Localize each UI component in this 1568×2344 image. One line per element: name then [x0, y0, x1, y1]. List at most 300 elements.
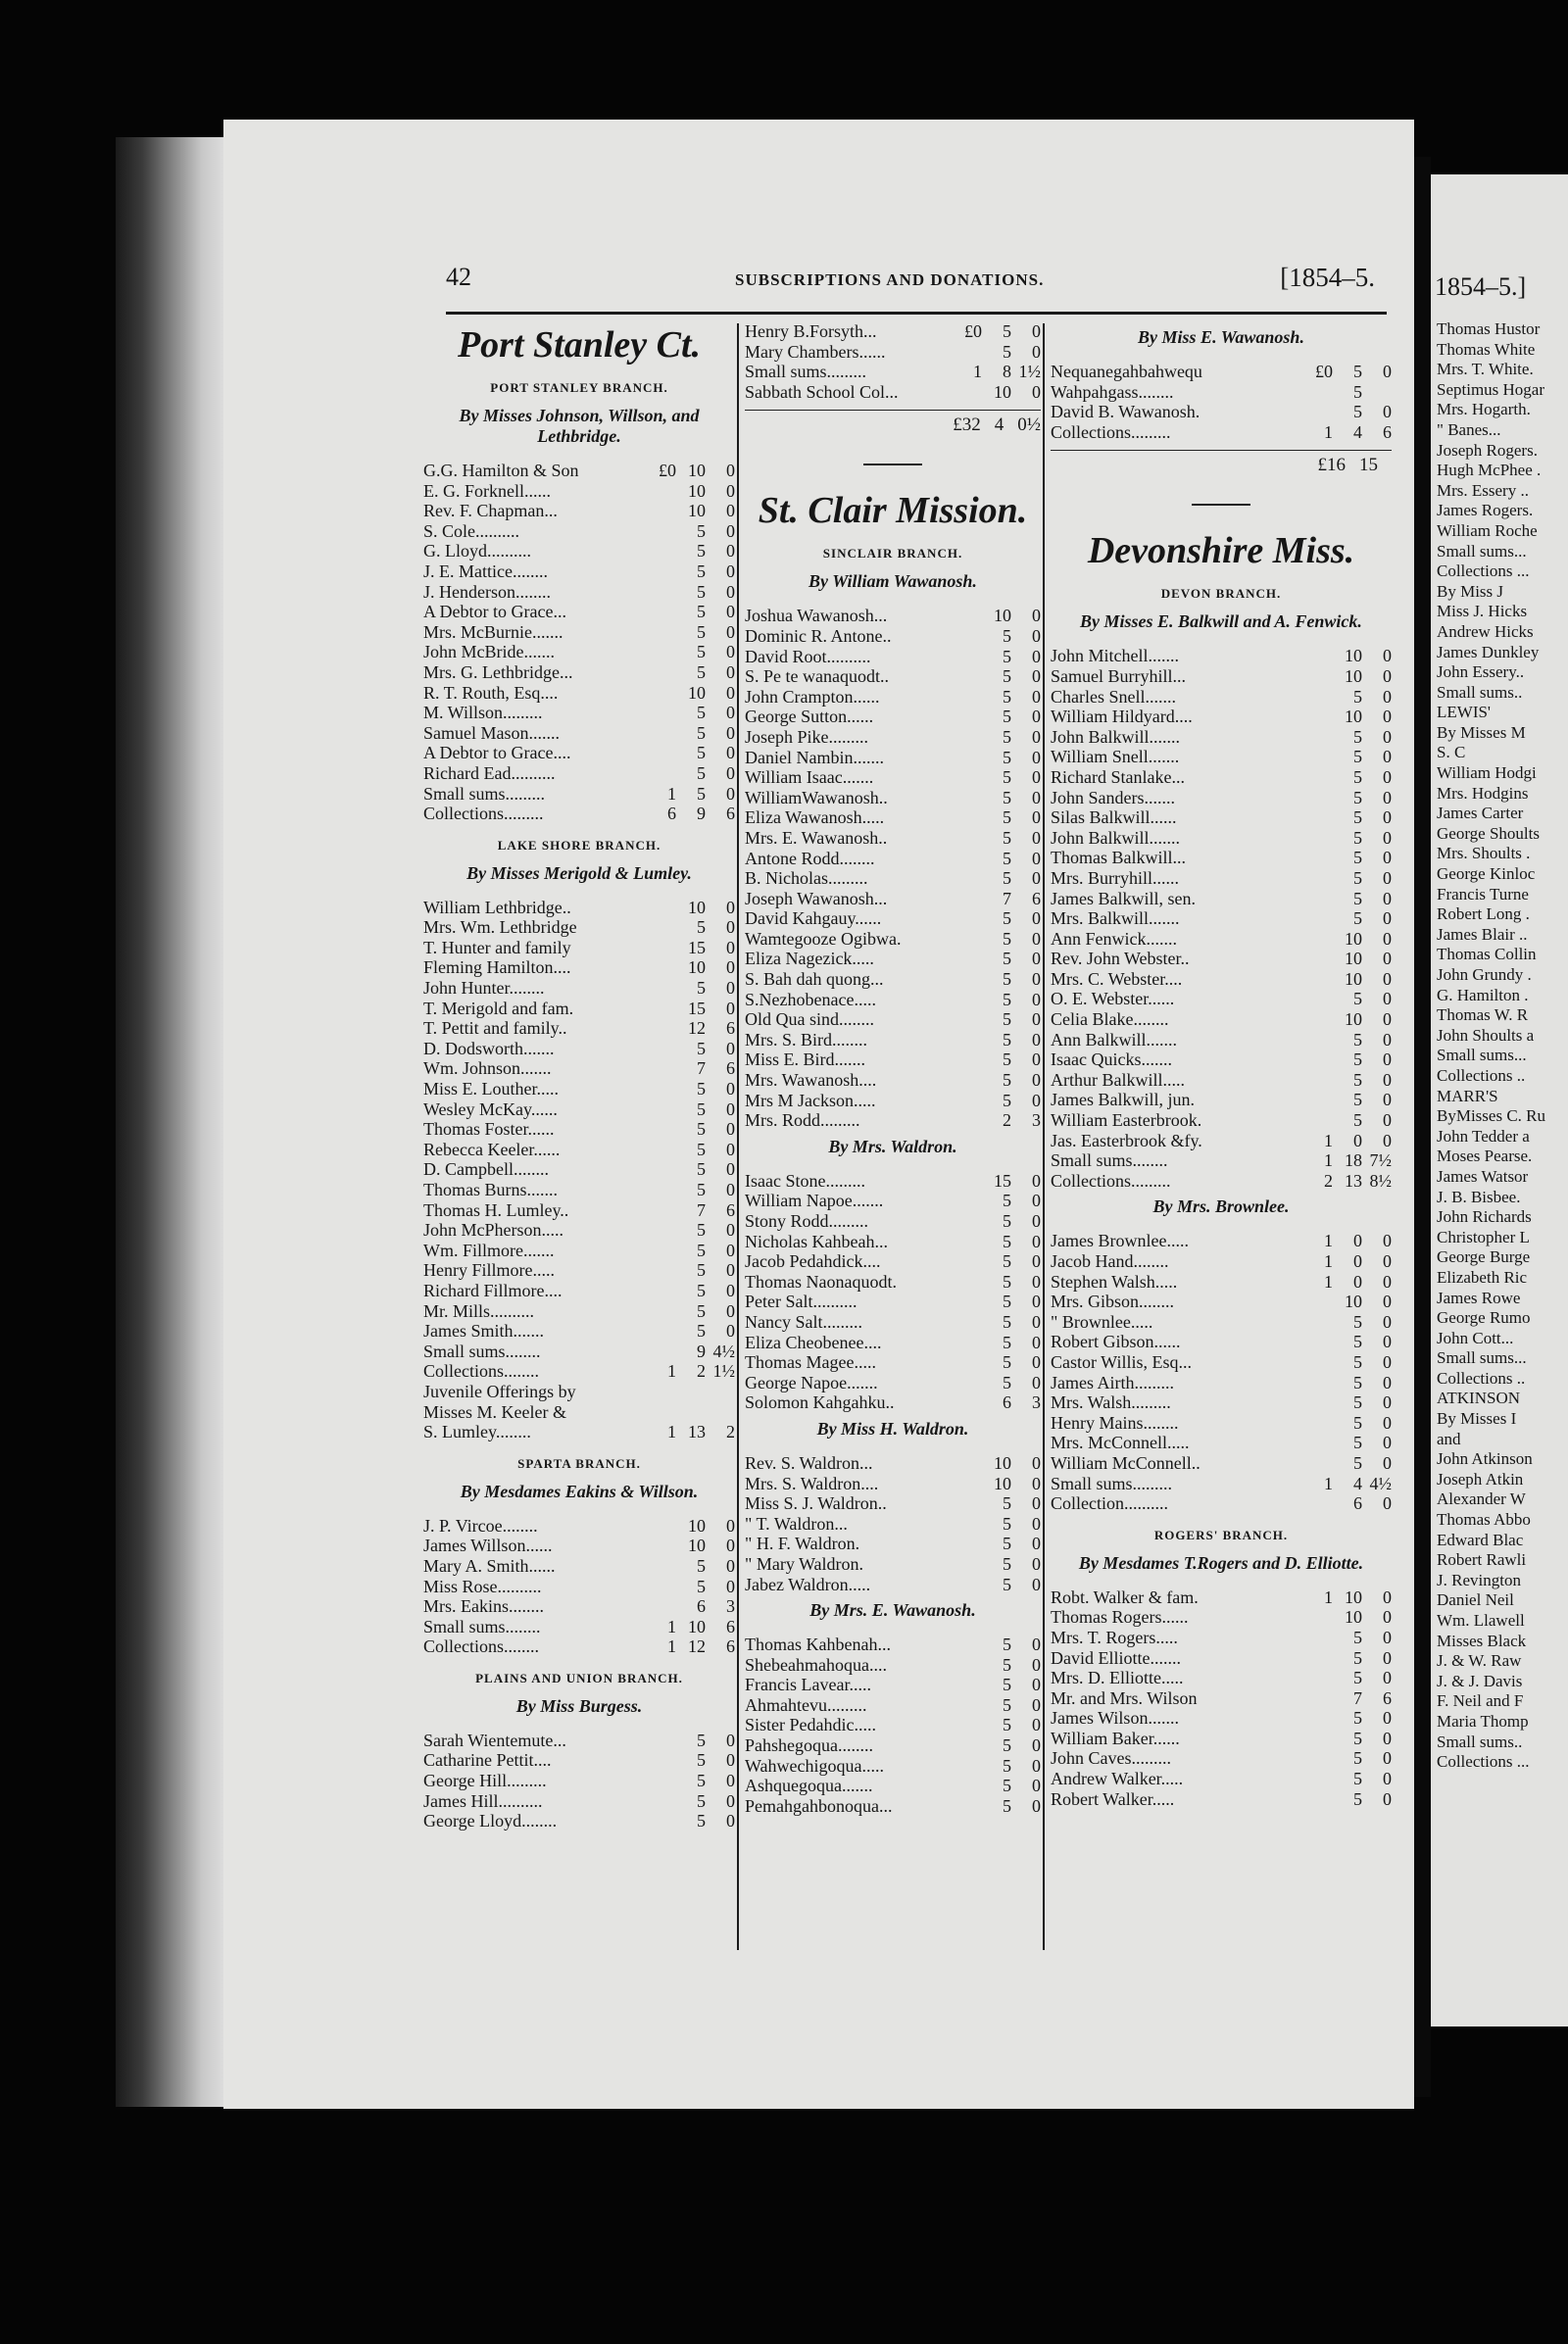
entry-pounds	[955, 1251, 982, 1272]
entry-pence: 0	[1383, 1009, 1392, 1030]
entry-pounds	[649, 1119, 676, 1140]
entry-pence: 0	[1032, 949, 1041, 969]
entry-row	[745, 727, 1041, 748]
next-page-line: Moses Pearse.	[1437, 1147, 1533, 1166]
next-page-line: Miss J. Hicks	[1437, 602, 1528, 621]
entry-shillings: 10	[994, 381, 1011, 402]
entry-name: " T. Waldron...	[745, 1513, 848, 1534]
total-shillings: 15	[1359, 455, 1378, 476]
entry-row	[745, 321, 1041, 342]
entry-row	[1051, 807, 1392, 828]
entry-row	[1051, 1312, 1392, 1333]
entry-pounds	[649, 1241, 676, 1261]
entry-pence: 0	[1383, 989, 1392, 1009]
entry-name: J. E. Mattice........	[423, 561, 548, 581]
entry-shillings: 10	[1345, 1009, 1362, 1030]
entry-pounds	[649, 541, 676, 562]
entry-shillings: 5	[697, 1159, 706, 1180]
entry-list	[745, 1453, 1041, 1594]
entry-pounds	[649, 703, 676, 723]
entry-pounds	[955, 666, 982, 687]
entry-pence: 6	[1032, 888, 1041, 908]
next-page-line: Joseph Rogers.	[1437, 440, 1538, 460]
next-page-line: William Roche	[1437, 520, 1538, 540]
entry-name: Jabez Waldron.....	[745, 1574, 871, 1594]
entry-name: Richard Ead..........	[423, 762, 556, 783]
entry-shillings: 5	[1353, 1627, 1362, 1647]
next-page-line: George Kinloc	[1437, 864, 1536, 884]
entry-name: Mrs M Jackson.....	[745, 1090, 876, 1110]
entry-name: David Root..........	[745, 646, 871, 666]
entry-row	[1051, 1272, 1392, 1293]
entry-shillings: 5	[1353, 888, 1362, 908]
entry-pounds: £0	[964, 321, 982, 341]
next-page-line: J. & W. Raw	[1437, 1651, 1522, 1671]
entry-pence: 0	[1032, 1675, 1041, 1695]
entry-pounds	[955, 1171, 982, 1192]
entry-name: Nancy Salt.........	[745, 1311, 862, 1332]
entry-row	[745, 362, 1041, 382]
entry-name: Wahwechigoqua.....	[745, 1755, 885, 1776]
entry-row	[1051, 1729, 1392, 1749]
entry-row	[1051, 889, 1392, 909]
entry-pounds	[1305, 747, 1333, 767]
entry-shillings: 5	[1003, 1372, 1011, 1392]
entry-pence: 0	[1032, 625, 1041, 646]
next-page-line: Misses Black	[1437, 1631, 1527, 1650]
entry-pence: 0	[1383, 665, 1392, 686]
entry-shillings: 9	[697, 1341, 706, 1361]
entry-shillings: 10	[1345, 1292, 1362, 1312]
entry-name: Rev. John Webster..	[1051, 949, 1190, 969]
entry-row	[423, 1200, 735, 1221]
entry-name: Small sums.........	[745, 362, 867, 382]
entry-pence: 0	[1383, 1412, 1392, 1433]
entry-row	[1051, 1009, 1392, 1030]
next-page-line: Mrs. Hodgins	[1437, 783, 1529, 803]
entry-pence	[1362, 382, 1392, 403]
entry-shillings: 5	[697, 621, 706, 642]
entry-row	[1051, 1373, 1392, 1393]
entry-row	[1051, 949, 1392, 969]
entry-name: Collections........	[423, 1636, 539, 1657]
next-page-line: George Burge	[1437, 1247, 1531, 1267]
next-page-line: G. Hamilton .	[1437, 985, 1529, 1004]
next-page-line: Alexander W	[1437, 1489, 1526, 1509]
entry-shillings: 5	[1003, 1795, 1011, 1816]
entry-list	[423, 1731, 735, 1831]
entry-pounds	[955, 1050, 982, 1070]
entry-name: Ahmahtevu.........	[745, 1694, 867, 1715]
entry-name: S. Bah dah quong...	[745, 969, 884, 990]
entry-pence: 6	[726, 1636, 735, 1657]
page-year: [1854–5.	[1280, 263, 1375, 292]
entry-name: William Snell.......	[1051, 747, 1180, 767]
entry-shillings: 5	[1003, 1654, 1011, 1675]
collector-line: By Mesdames T.Rogers and D. Elliotte.	[1078, 1552, 1364, 1573]
entry-row	[1051, 687, 1392, 708]
entry-row	[423, 703, 735, 723]
entry-shillings: 5	[1003, 1553, 1011, 1574]
entry-pounds	[955, 1453, 982, 1474]
entry-pounds	[649, 1771, 676, 1791]
entry-pounds	[955, 342, 982, 363]
entry-shillings: 5	[697, 541, 706, 562]
entry-pounds: 1	[1324, 1130, 1333, 1150]
entry-pounds	[649, 582, 676, 603]
entry-shillings: 5	[1353, 1769, 1362, 1789]
next-page-line: John Essery..	[1437, 662, 1525, 682]
entry-pence: 0	[1383, 1647, 1392, 1668]
next-page-line: Thomas Abbo	[1437, 1510, 1531, 1530]
entry-row	[745, 1575, 1041, 1595]
entry-pence: 0	[1032, 787, 1041, 807]
entry-name: Fleming Hamilton....	[423, 957, 571, 978]
entry-shillings: 5	[1003, 767, 1011, 788]
entry-pounds	[649, 957, 676, 978]
entry-name: Wm. Fillmore.......	[423, 1240, 555, 1260]
entry-row	[423, 1241, 735, 1261]
entry-row	[423, 978, 735, 999]
entry-shillings: 15	[994, 1170, 1011, 1191]
entry-shillings: 5	[1353, 787, 1362, 807]
entry-pence: 0	[1383, 888, 1392, 908]
entry-pounds	[955, 1715, 982, 1735]
entry-shillings: 5	[1003, 1029, 1011, 1050]
entry-list	[423, 461, 735, 824]
entry-pounds: 1	[667, 1422, 676, 1442]
entry-pounds	[649, 1342, 676, 1362]
entry-pounds	[649, 1140, 676, 1160]
entry-name: William Easterbrook.	[1051, 1110, 1202, 1131]
collector-line: By Miss E. Wawanosh.	[1138, 327, 1304, 347]
entry-pounds	[955, 748, 982, 768]
entry-row	[745, 828, 1041, 849]
entry-pence: 0	[1383, 686, 1392, 707]
entry-shillings: 5	[1353, 1090, 1362, 1110]
entry-row	[745, 1191, 1041, 1211]
entry-pence: 0	[1383, 1311, 1392, 1332]
next-page-line: LEWIS'	[1437, 703, 1491, 722]
entry-pounds	[649, 1382, 676, 1402]
entry-shillings: 6	[697, 1596, 706, 1617]
entry-pence: 0	[1032, 1372, 1041, 1392]
entry-name: Shebeahmahoqua....	[745, 1654, 887, 1675]
entry-shillings: 5	[1353, 1311, 1362, 1332]
entry-pence: 0	[1032, 827, 1041, 848]
entry-row	[423, 461, 735, 481]
entry-shillings: 10	[688, 957, 706, 978]
entry-pence: 0	[1383, 402, 1392, 422]
entry-shillings: 13	[1345, 1170, 1362, 1191]
entry-pounds	[649, 481, 676, 502]
entry-shillings: 5	[1003, 1191, 1011, 1211]
next-page-line: ByMisses C. Ru	[1437, 1106, 1545, 1126]
entry-pence: 0	[726, 661, 735, 682]
entry-shillings: 5	[1003, 321, 1011, 341]
entry-row	[745, 868, 1041, 889]
col3-total	[1051, 450, 1392, 476]
entry-name: John McBride.......	[423, 642, 555, 662]
next-page-line: Septimus Hogar	[1437, 379, 1545, 399]
entry-pence: 0	[1032, 1231, 1041, 1251]
entry-name: Mrs. S. Bird........	[745, 1029, 868, 1050]
entry-pence: 0	[726, 1180, 735, 1199]
entry-shillings: 5	[1353, 1351, 1362, 1372]
entry-pounds	[649, 1596, 676, 1617]
col2-sections	[745, 546, 1041, 1816]
entry-shillings: 5	[1353, 686, 1362, 707]
header-rule	[446, 312, 1387, 315]
entry-pounds	[1305, 1729, 1333, 1749]
entry-row	[745, 687, 1041, 708]
entry-pounds	[955, 1091, 982, 1111]
entry-name: Thomas Foster......	[423, 1119, 555, 1140]
entry-pounds	[955, 1776, 982, 1796]
col3-top-entries	[1051, 362, 1392, 442]
entry-name: Mrs. Walsh.........	[1051, 1392, 1171, 1413]
next-page-line: J. B. Bisbee.	[1437, 1187, 1521, 1206]
entry-name: Juvenile Offerings by	[423, 1381, 576, 1401]
entry-pounds	[955, 1756, 982, 1777]
entry-pence: 0	[726, 1099, 735, 1119]
entry-pounds	[955, 849, 982, 869]
entry-shillings: 5	[697, 762, 706, 783]
entry-pounds	[649, 1556, 676, 1577]
entry-name: Collection..........	[1051, 1493, 1168, 1514]
entry-name: Daniel Nambin.......	[745, 747, 884, 767]
entry-pounds	[649, 602, 676, 622]
entry-pounds	[649, 1260, 676, 1281]
branch-heading: PLAINS AND UNION BRANCH.	[475, 1670, 683, 1685]
entry-row	[745, 1474, 1041, 1494]
entry-row	[1051, 402, 1392, 422]
entry-pounds	[1305, 1070, 1333, 1091]
entry-shillings: 5	[1003, 1251, 1011, 1272]
entry-name: James Balkwill, sen.	[1051, 888, 1196, 908]
next-page-line: John Cott...	[1437, 1328, 1514, 1347]
entry-name: Jas. Easterbrook &fy.	[1051, 1130, 1202, 1150]
entry-name: Wm. Johnson.......	[423, 1058, 552, 1079]
entry-row	[423, 582, 735, 603]
entry-row	[745, 1493, 1041, 1514]
entry-pounds	[955, 1695, 982, 1716]
entry-name: " Brownlee.....	[1051, 1311, 1153, 1332]
entry-shillings: 9	[697, 804, 706, 824]
entry-name: Henry Fillmore.....	[423, 1260, 555, 1281]
entry-pounds	[1305, 1628, 1333, 1648]
entry-row	[423, 1811, 735, 1831]
next-page-line: Collections ..	[1437, 1368, 1526, 1388]
entry-pounds	[649, 1039, 676, 1059]
entry-pence: 0	[1383, 1231, 1392, 1251]
col1-sections	[423, 380, 735, 1831]
entry-pounds	[955, 1534, 982, 1554]
entry-pence: 0	[1032, 1271, 1041, 1292]
circuit-title: Port Stanley Ct.	[457, 324, 702, 366]
entry-pounds	[1305, 1352, 1333, 1373]
entry-pence: 6	[726, 1616, 735, 1636]
entry-name: A Debtor to Grace...	[423, 602, 566, 622]
entry-pounds	[1305, 1688, 1333, 1709]
entry-pounds	[1305, 1292, 1333, 1312]
entry-name: Thomas Burns.......	[423, 1180, 558, 1199]
entry-pounds: 1	[1324, 421, 1333, 442]
entry-pence: 6	[726, 804, 735, 824]
entry-name: Samuel Mason.......	[423, 722, 560, 743]
entry-name: Henry B.Forsyth...	[745, 321, 877, 341]
total-shillings: 4	[994, 415, 1004, 436]
entry-row	[745, 788, 1041, 808]
next-page-line: William Hodgi	[1437, 763, 1537, 783]
entry-shillings: 5	[1003, 726, 1011, 747]
entry-row	[745, 1251, 1041, 1272]
entry-name: Richard Stanlake...	[1051, 766, 1185, 787]
entry-name: John Balkwill.......	[1051, 827, 1181, 848]
entry-pence: 0	[1383, 968, 1392, 989]
entry-pence: 6	[1383, 421, 1392, 442]
entry-shillings: 5	[1003, 868, 1011, 889]
entry-shillings: 5	[1353, 1452, 1362, 1473]
entry-shillings: 5	[1353, 1433, 1362, 1453]
entry-shillings: 5	[1003, 908, 1011, 929]
branch-heading: ROGERS' BRANCH.	[1153, 1527, 1289, 1542]
entry-row	[1051, 1050, 1392, 1070]
entry-shillings: 5	[1003, 1292, 1011, 1312]
entry-row	[423, 562, 735, 582]
entry-row	[423, 662, 735, 683]
entry-row	[1051, 1413, 1392, 1434]
entry-row	[423, 1750, 735, 1771]
entry-row	[423, 1516, 735, 1537]
entry-shillings: 12	[688, 1636, 706, 1657]
entry-shillings: 5	[697, 1260, 706, 1281]
entry-shillings: 5	[1003, 1311, 1011, 1332]
entry-name: James Smith.......	[423, 1321, 545, 1342]
entry-shillings: 0	[1353, 1271, 1362, 1292]
entry-name: Dominic R. Antone..	[745, 625, 892, 646]
entry-row	[745, 889, 1041, 909]
next-page-line: By Miss J	[1437, 581, 1504, 601]
entry-name: Stony Rodd.........	[745, 1211, 869, 1231]
entry-name: S. Pe te wanaquodt..	[745, 666, 889, 687]
entry-row	[745, 1554, 1041, 1575]
entry-pence: 0	[1383, 362, 1392, 381]
entry-pounds	[1305, 1392, 1333, 1413]
entry-pounds	[649, 743, 676, 763]
entry-pounds	[1305, 889, 1333, 909]
next-page-line: Edward Blac	[1437, 1530, 1524, 1549]
entry-pounds	[955, 868, 982, 889]
entry-pounds	[955, 1232, 982, 1252]
circuit-title: St. Clair Mission.	[758, 490, 1028, 532]
entry-pounds	[1305, 727, 1333, 748]
entry-shillings: 5	[1353, 1029, 1362, 1050]
entry-name: Collections.........	[1051, 1170, 1171, 1191]
collector-line: By Miss Burgess.	[515, 1695, 643, 1716]
entry-shillings: 5	[697, 581, 706, 602]
entry-pence: 0	[726, 1079, 735, 1099]
entry-shillings: 5	[1353, 1748, 1362, 1769]
next-page-line: J. & J. Davis	[1437, 1671, 1523, 1690]
entry-row	[745, 1675, 1041, 1695]
entry-name: Robert Walker.....	[1051, 1788, 1175, 1809]
entry-shillings: 8	[1003, 362, 1011, 382]
next-page-line: Thomas Collin	[1437, 945, 1537, 964]
entry-row	[1051, 1150, 1392, 1171]
book-binding	[116, 137, 223, 2107]
entry-pounds	[1305, 1009, 1333, 1030]
entry-pence: 0	[1032, 686, 1041, 707]
entry-pounds	[649, 1200, 676, 1221]
entry-pence: 0	[726, 783, 735, 804]
entry-pounds	[955, 1333, 982, 1353]
entry-name: William Lethbridge..	[423, 897, 571, 917]
entry-row	[423, 642, 735, 662]
next-page-line: Small sums..	[1437, 1732, 1523, 1751]
entry-shillings: 5	[697, 1079, 706, 1099]
entry-pounds	[1305, 949, 1333, 969]
entry-row	[423, 1119, 735, 1140]
entry-pence: 0	[1032, 1211, 1041, 1231]
entry-name: " Mary Waldron.	[745, 1553, 864, 1574]
next-page-line: Christopher L	[1437, 1227, 1530, 1246]
entry-shillings: 15	[688, 937, 706, 957]
column-st-clair	[745, 321, 1041, 1816]
entry-pence: 0	[1383, 1452, 1392, 1473]
entry-name: Thomas Magee.....	[745, 1352, 876, 1373]
entry-pounds	[649, 1731, 676, 1751]
column-divider	[737, 323, 739, 1950]
next-page-line: Collections ..	[1437, 1065, 1526, 1085]
entry-pounds	[649, 1301, 676, 1322]
entry-pounds	[955, 1352, 982, 1373]
entry-pounds	[955, 949, 982, 969]
entry-pence: 0	[1032, 1735, 1041, 1756]
entry-shillings: 2	[1003, 1110, 1011, 1131]
entry-pounds	[649, 999, 676, 1019]
entry-row	[1051, 1668, 1392, 1688]
entry-pounds	[649, 521, 676, 542]
entry-name: Eliza Cheobenee....	[745, 1332, 882, 1352]
entry-pounds: 1	[1324, 1251, 1333, 1271]
entry-pence: 0	[1383, 908, 1392, 929]
entry-row	[745, 1655, 1041, 1676]
entry-pence: 0	[1383, 1607, 1392, 1628]
entry-pounds	[649, 562, 676, 582]
entry-row	[423, 1536, 735, 1556]
entry-pounds: 1	[1324, 1587, 1333, 1607]
entry-pence: 0	[726, 1811, 735, 1831]
entry-row	[745, 1333, 1041, 1353]
entry-row	[745, 647, 1041, 667]
entry-pence: 0	[1032, 908, 1041, 929]
entry-pounds	[955, 1554, 982, 1575]
entry-pounds	[1305, 1433, 1333, 1453]
entry-shillings: 5	[1003, 1211, 1011, 1231]
entry-row	[423, 1281, 735, 1301]
entry-pence: 0	[1032, 1715, 1041, 1735]
entry-name: William McConnell..	[1051, 1452, 1200, 1473]
entry-row	[423, 1617, 735, 1637]
entry-name: Eliza Wawanosh.....	[745, 807, 885, 828]
entry-row	[1051, 707, 1392, 727]
entry-name: James Balkwill, jun.	[1051, 1090, 1195, 1110]
entry-shillings: 5	[1003, 1735, 1011, 1756]
entry-row	[1051, 1607, 1392, 1628]
entry-shillings: 0	[1353, 1231, 1362, 1251]
page-header	[446, 263, 1387, 302]
